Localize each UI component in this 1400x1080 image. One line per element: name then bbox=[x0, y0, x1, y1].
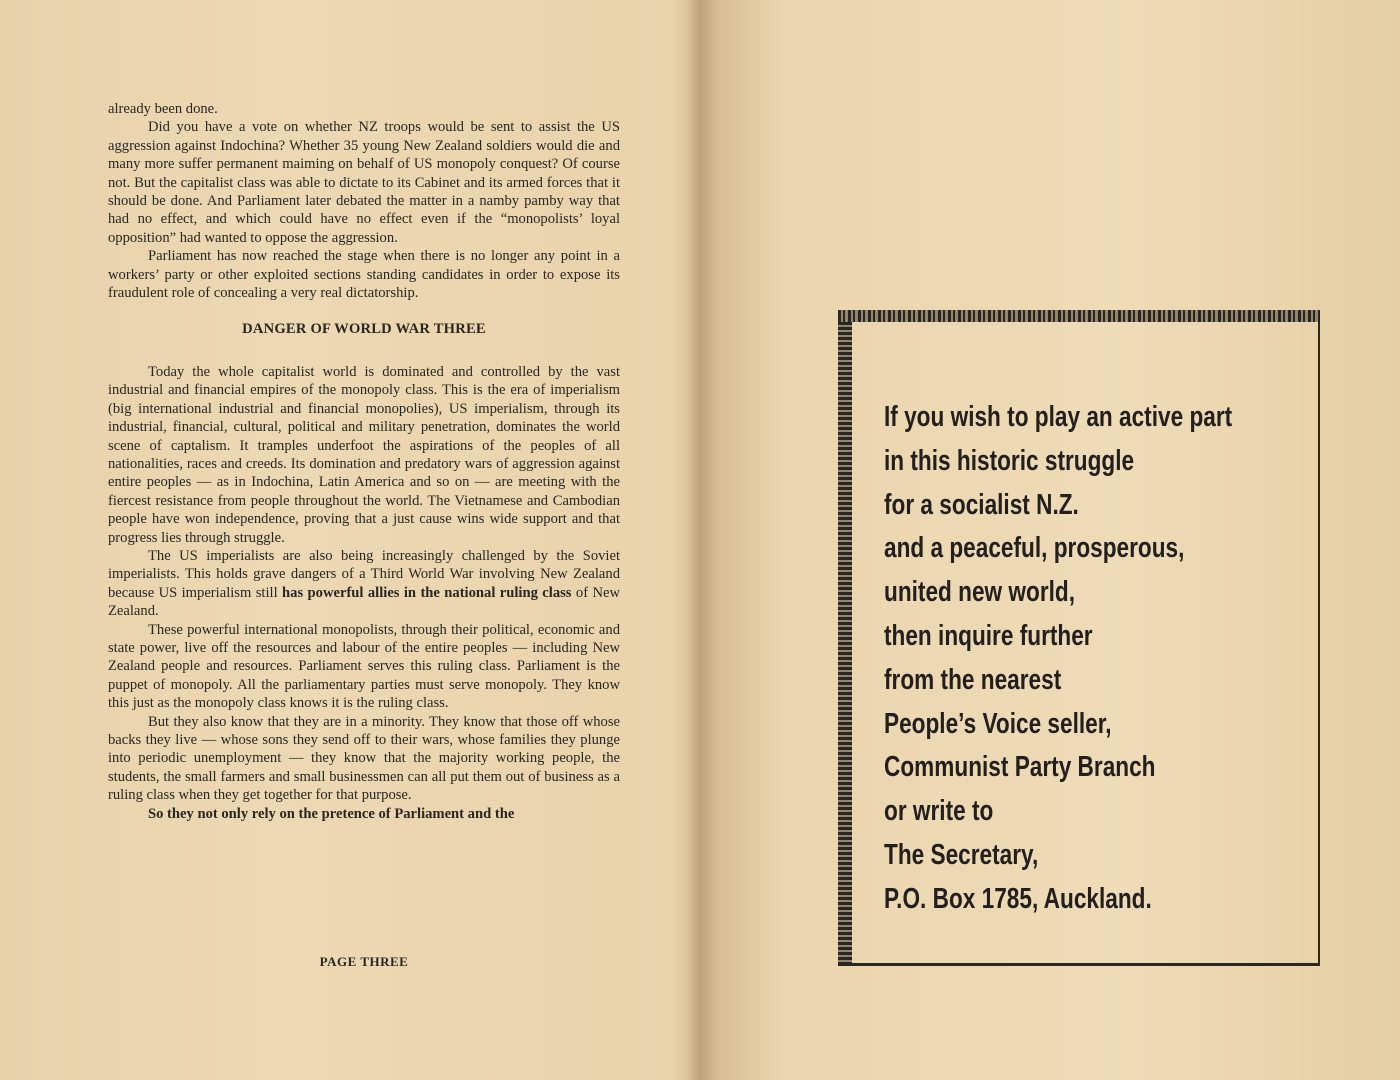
ad-line: and a peaceful, prosperous, bbox=[884, 532, 1185, 565]
page-fold bbox=[688, 0, 714, 1080]
paragraph-us-imperialists bbox=[108, 547, 620, 621]
ad-line: People’s Voice seller, bbox=[884, 707, 1112, 740]
left-page-text bbox=[108, 100, 620, 823]
ad-line: P.O. Box 1785, Auckland. bbox=[884, 882, 1152, 915]
paragraph-text: of New Zealand. bbox=[108, 584, 620, 620]
paragraph: Today the whole capitalist world is dominated and controlled by the vast industrial and financial empires of the monopoly class. This is the era of imperialism (big international industrial and financial monopolies), US imperialism, through its industrial, financial, cultural, political and military penetration, dominates the world scene of captalism. It tramples underfoot the aspirations of the peoples of all nationalities, races and creeds. Its domination and predatory wars of aggression against entire peoples — as in Indochina, Latin America and so on — are meeting with the fiercest resistance from people throughout the world. The Vietnamese and Cambodian people have won independence, proving that a just cause wins wide support and that progress lies through struggle. bbox=[108, 363, 620, 546]
paragraph: These powerful international monopolists, through their political, economic and state power, live off the resources and labour of the entire peoples — including New Zealand people and resources. Parliament serves this ruling class. Parliament is the puppet of monopoly. All the parliamentary parties must serve monopoly. They know this just as the monopoly class knows it is the ruling class. bbox=[108, 621, 620, 712]
paragraph: Did you have a vote on whether NZ troops would be sent to assist the US aggression against Indochina? Whether 35 young New Zealand soldiers would die and many more suffer permanent maiming on behalf of US monopoly conquest? Of course not. But the capitalist class was able to dictate to its Cabinet and its armed forces that it should be done. And Parliament later debated the matter in a namby pamby way that had no effect, and which could have no effect even if the “monopolists’ loyal opposition” had wanted to oppose the aggression. bbox=[108, 119, 620, 246]
ad-line: from the nearest bbox=[884, 663, 1062, 696]
ad-line: then inquire further bbox=[884, 619, 1093, 652]
paragraph: But they also know that they are in a minority. They know that those off whose backs they live — whose sons they send off to their wars, whose families they plunge into periodic unemployment — they know that the majority working people, the students, the small farmers and small businessmen can all put them out of business as a ruling class when they get together for that purpose. bbox=[108, 713, 620, 804]
ad-line: for a socialist N.Z. bbox=[884, 488, 1079, 521]
paragraph: already been done. bbox=[108, 101, 218, 117]
paragraph: Parliament has now reached the stage when there is no longer any point in a workers’ party or other exploited sections standing candidates in order to expose its fraudulent role of concealing a very real dictatorship. bbox=[108, 248, 620, 302]
ad-line: united new world, bbox=[884, 576, 1076, 609]
bold-phrase: has powerful allies in the national ruling class bbox=[282, 584, 572, 601]
ad-line: in this historic struggle bbox=[884, 444, 1135, 477]
ad-line: Communist Party Branch bbox=[884, 751, 1156, 784]
page-number-footer: PAGE THREE bbox=[319, 954, 409, 969]
ad-line: The Secretary, bbox=[884, 838, 1039, 871]
ad-line: or write to bbox=[884, 795, 994, 828]
ad-line: If you wish to play an active part bbox=[884, 401, 1233, 433]
paragraph-text: The US imperialists are also being increasingly challenged by the Soviet imperialists. This holds grave dangers of a Third World War involving New Zealand because US imperialism still bbox=[108, 547, 620, 601]
section-heading: DANGER OF WORLD WAR THREE bbox=[242, 321, 486, 338]
advertisement-text bbox=[884, 396, 1233, 922]
paragraph-bold: So they not only rely on the pretence of Parliament and the bbox=[148, 805, 515, 822]
